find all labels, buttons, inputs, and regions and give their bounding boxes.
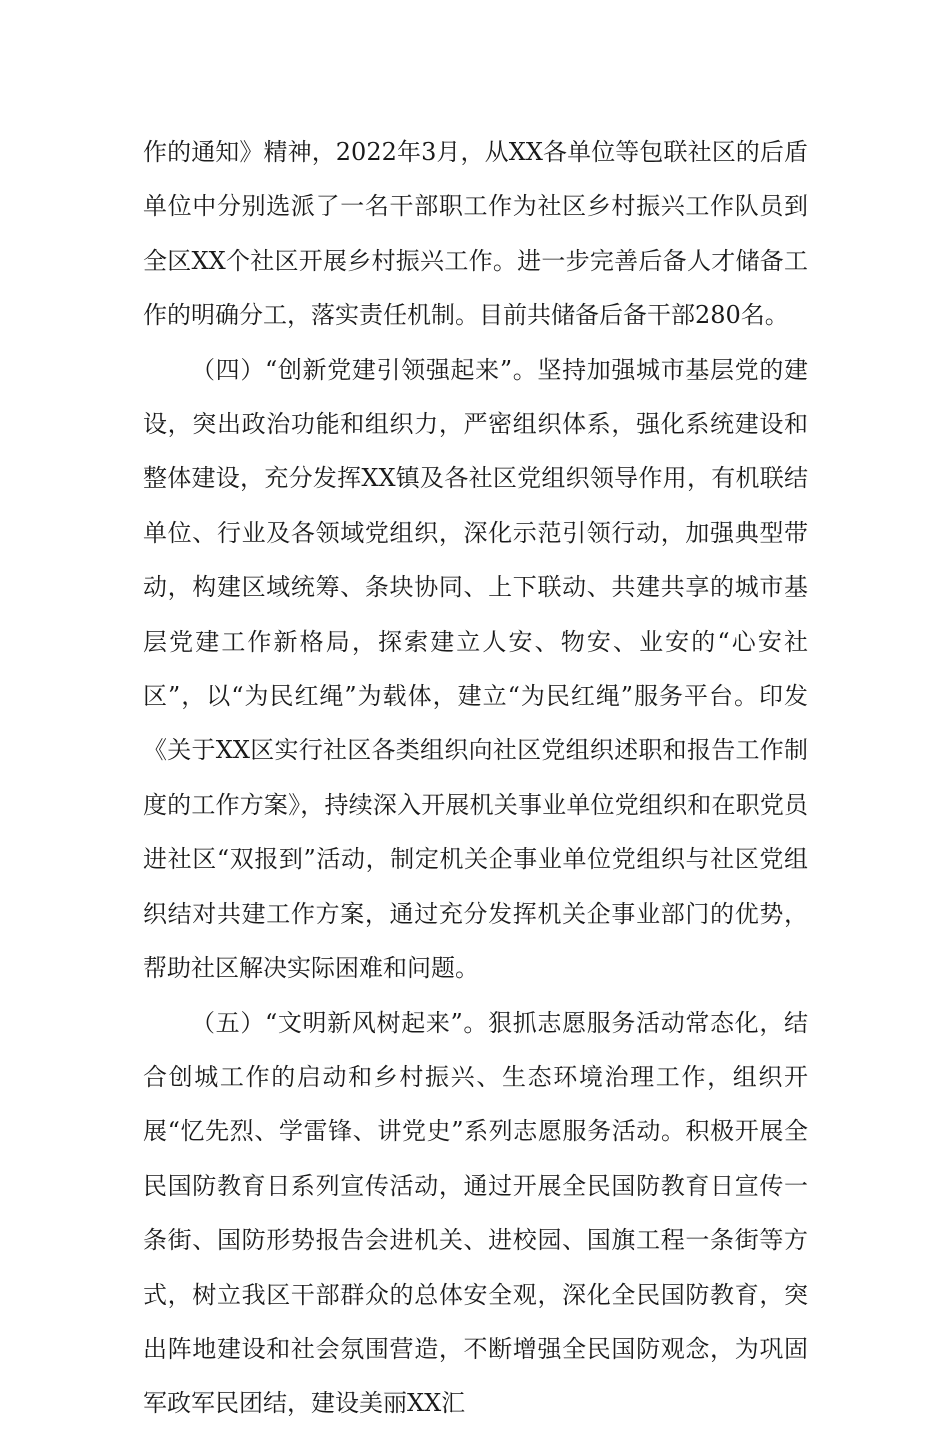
paragraph-section-four: （四）“创新党建引领强起来”。坚持加强城市基层党的建设，突出政治功能和组织力，严密组织体系，强化系统建设和整体建设，充分发挥XX镇及各社区党组织领导作用，有机联结单位、行业及各领域党组织，深化示范引领行动，加强典型带动，构建区域统筹、条块协同、上下联动、共建共享的城市基层党建工作新格局，探索建立人安、物安、业安的“心安社区”，以“为民红绳”为载体，建立“为民红绳”服务平台。印发《关于XX区实行社区各类组织向社区党组织述职和报告工作制度的工作方案》，持续深入开展机关事业单位党组织和在职党员进社区“双报到”活动，制定机关企事业单位党组织与社区党组织结对共建工作方案，通过充分发挥机关企事业部门的优势，帮助社区解决实际困难和问题。	[143, 355, 808, 983]
paragraph-continuation: 作的通知》精神，2022年3月，从XX各单位等包联社区的后盾单位中分别选派了一名干部职工作为社区乡村振兴工作队员到全区XX个社区开展乡村振兴工作。进一步完善后备人才储备工作的明确分工，落实责任机制。目前共储备后备干部280名。	[143, 138, 808, 330]
document-body	[143, 125, 808, 1431]
paragraph-section-five: （五）“文明新风树起来”。狠抓志愿服务活动常态化，结合创城工作的启动和乡村振兴、生态环境治理工作，组织开展“忆先烈、学雷锋、讲党史”系列志愿服务活动。积极开展全民国防教育日系列宣传活动，通过开展全民国防教育日宣传一条街、国防形势报告会进机关、进校园、国旗工程一条街等方式，树立我区干部群众的总体安全观，深化全民国防教育，突出阵地建设和社会氛围营造，不断增强全民国防观念，为巩固军政军民团结，建设美丽XX汇	[143, 1008, 808, 1418]
